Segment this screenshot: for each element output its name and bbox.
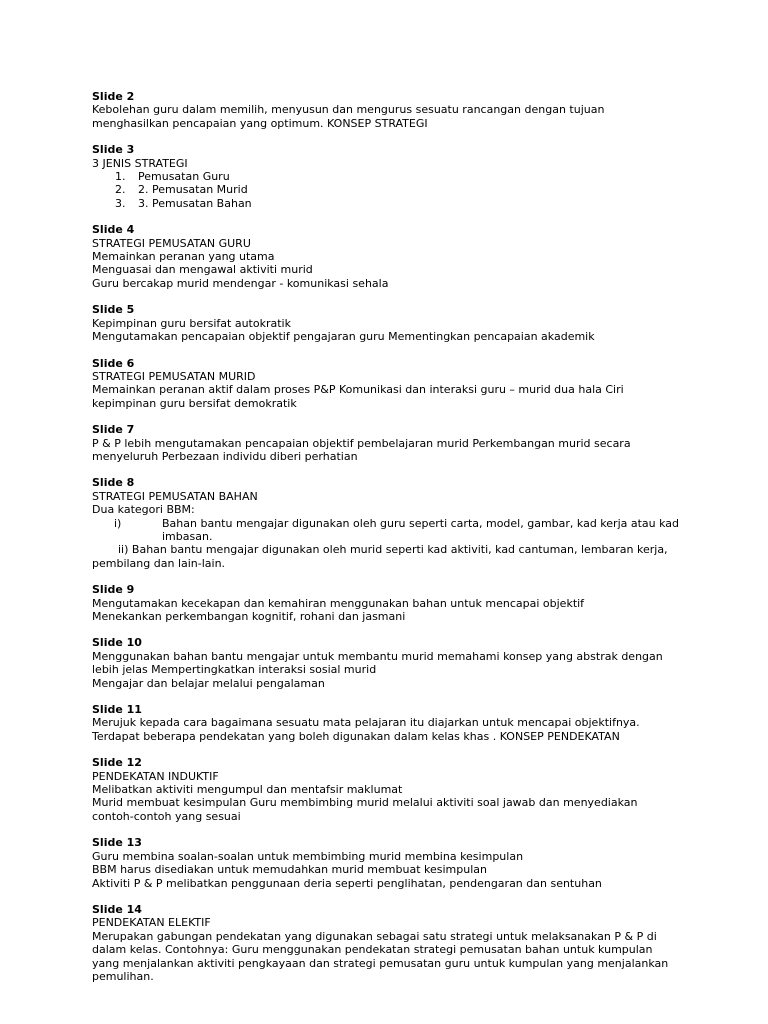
slide-text: Murid membuat kesimpulan Guru membimbing murid melalui aktiviti soal jawab dan menyediakan contoh-contoh yang sesuai (92, 796, 638, 823)
slide-text: Aktiviti P & P melibatkan penggunaan deria seperti penglihatan, pendengaran dan sentuhan (92, 876, 602, 890)
slide-section (92, 223, 682, 290)
slide-text: Menekankan perkembangan kognitif, rohani dan jasmani (92, 610, 406, 623)
list-item (92, 197, 682, 210)
list-item (92, 183, 682, 196)
slide-text: Menguasai dan mengawal aktiviti murid (92, 263, 313, 277)
slide-title: Slide 3 (92, 143, 135, 157)
roman-item-text: Bahan bantu mengajar digunakan oleh guru seperti carta, model, gambar, kad kerja atau kad imbasan. (162, 516, 680, 543)
slide-text: PENDEKATAN ELEKTIF (92, 916, 211, 930)
slide-title: Slide 8 (92, 476, 135, 490)
list-item-text: 3. Pemusatan Bahan (138, 196, 252, 210)
slide-title: Slide 14 (92, 902, 142, 916)
slide-text: Merupakan gabungan pendekatan yang digunakan sebagai satu strategi untuk melaksanakan P & P di dalam kelas. Contohnya: Guru menggunakan pendekatan strategi pemusatan bahan untuk kumpulan yang menjalankan aktiviti pengkayaan dan strategi pemusatan guru untuk kumpulan yang menjalankan pemulihan. (92, 929, 669, 983)
slide-title: Slide 10 (92, 636, 142, 650)
slide-text: PENDEKATAN INDUKTIF (92, 769, 219, 783)
slide-section (92, 756, 682, 823)
slide-section (92, 583, 682, 623)
slide-text: Mengutamakan kecekapan dan kemahiran menggunakan bahan untuk mencapai objektif (92, 596, 585, 610)
slide-text: Menggunakan bahan bantu mengajar untuk membantu murid memahami konsep yang abstrak dengan lebih jelas Mempertingkatkan interaksi sosial murid (92, 649, 663, 677)
slide-section (92, 90, 682, 130)
slide-text: P & P lebih mengutamakan pencapaian objektif pembelajaran murid Perkembangan murid secara menyeluruh Perbezaan individu diberi perhatian (92, 436, 631, 463)
slide-title: Slide 11 (92, 703, 142, 717)
slide-text: 3 JENIS STRATEGI (92, 156, 188, 170)
list-number: 2. (115, 183, 126, 197)
roman-list-item (92, 517, 682, 544)
slide-section (92, 143, 682, 210)
slide-section (92, 703, 682, 743)
list-number: 1. (115, 170, 126, 184)
slide-title: Slide 12 (92, 756, 142, 770)
slide-section (92, 636, 682, 690)
slide-text: Melibatkan aktiviti mengumpul dan mentafsir maklumat (92, 783, 403, 797)
slide-text: Guru bercakap murid mendengar - komunikasi sehala (92, 276, 389, 290)
slide-section (92, 357, 682, 411)
list-item-text: Pemusatan Guru (138, 170, 230, 184)
slide-text: Memainkan peranan yang utama (92, 250, 275, 264)
slide-title: Slide 9 (92, 583, 135, 597)
slide-text: Mengajar dan belajar melalui pengalaman (92, 676, 325, 690)
slide-section (92, 836, 682, 890)
slide-section (92, 903, 682, 983)
numbered-list (92, 170, 682, 210)
slide-title: Slide 7 (92, 423, 135, 437)
slide-text: Dua kategori BBM: (92, 503, 195, 517)
slide-text: STRATEGI PEMUSATAN BAHAN (92, 489, 258, 503)
list-item (92, 170, 682, 183)
slide-section (92, 423, 682, 463)
slide-text: BBM harus disediakan untuk memudahkan murid membuat kesimpulan (92, 863, 487, 877)
slide-text: Kepimpinan guru bersifat autokratik (92, 316, 291, 330)
slide-text: Merujuk kepada cara bagaimana sesuatu mata pelajaran itu diajarkan untuk mencapai objektifnya. Terdapat beberapa pendekatan yang boleh digunakan dalam kelas khas . KONSEP PENDEKATAN (92, 716, 640, 743)
slide-title: Slide 2 (92, 90, 135, 103)
roman-number: i) (114, 516, 122, 530)
list-number: 3. (115, 196, 126, 210)
slide-title: Slide 4 (92, 223, 135, 237)
slide-text: Mengutamakan pencapaian objektif pengajaran guru Mementingkan pencapaian akademik (92, 330, 595, 344)
list-item-text: 2. Pemusatan Murid (138, 183, 248, 197)
slide-title: Slide 6 (92, 356, 135, 370)
slide-title: Slide 13 (92, 836, 142, 850)
roman-list-item-2: ii) Bahan bantu mengajar digunakan oleh murid seperti kad aktiviti, kad cantuman, lembaran kerja, (118, 543, 668, 557)
document-body (92, 90, 682, 996)
slide-section (92, 303, 682, 343)
slide-text: Memainkan peranan aktif dalam proses P&P Komunikasi dan interaksi guru – murid dua hala Ciri kepimpinan guru bersifat demokratik (92, 383, 624, 410)
slide-text: STRATEGI PEMUSATAN MURID (92, 369, 256, 383)
slide-text: pembilang dan lain-lain. (92, 556, 226, 570)
slide-text: Kebolehan guru dalam memilih, menyusun dan mengurus sesuatu rancangan dengan tujuan menghasilkan pencapaian yang optimum. KONSEP STRATEGI (92, 103, 605, 130)
slide-text: Guru membina soalan-soalan untuk membimbing murid membina kesimpulan (92, 849, 524, 863)
slide-title: Slide 5 (92, 303, 135, 317)
slide-section (92, 476, 682, 570)
slide-text: STRATEGI PEMUSATAN GURU (92, 236, 251, 250)
